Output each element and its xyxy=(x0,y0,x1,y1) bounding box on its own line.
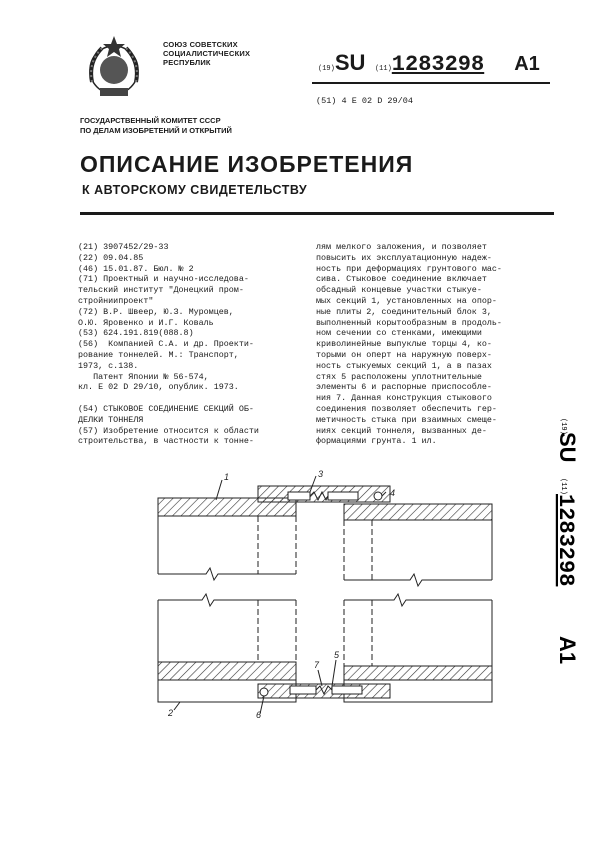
text-line: (21) 3907452/29-33 xyxy=(78,242,169,252)
text-line: (56) Компанией С.А. и др. Проекти- xyxy=(78,339,254,350)
text-line: выполненный корытообразным в продоль- xyxy=(316,317,502,328)
text-line: строительства, в частности к тонне- xyxy=(78,436,254,447)
text-line: ные плиты 2, соединительный блок 3, xyxy=(316,306,492,317)
text-line: мых секций 1, установленных на опор- xyxy=(316,295,497,306)
left-section-upper xyxy=(158,498,296,580)
document-subtitle: К АВТОРСКОМУ СВИДЕТЕЛЬСТВУ xyxy=(82,183,308,197)
ussr-emblem-icon xyxy=(78,32,150,104)
ipc-classification: (51) 4 E 02 D 29/04 xyxy=(316,96,413,106)
text-line: обсадный концевые участки стыкуе- xyxy=(316,285,482,296)
callout-4: 4 xyxy=(390,488,396,498)
text-line: 1973, с.138. xyxy=(78,360,139,371)
publication-number xyxy=(318,50,540,77)
callout-6: 6 xyxy=(256,710,262,720)
text-line: повысить их эксплуатационную надеж- xyxy=(316,252,492,263)
text-line: соединения позволяет обеспечить гер- xyxy=(316,403,497,414)
patent-number: 1283298 xyxy=(391,52,485,77)
kind-code: A1 xyxy=(514,53,540,75)
text-line: метичность стыка при взаимных смеще- xyxy=(316,414,497,425)
callout-2: 2 xyxy=(168,708,174,718)
right-section-upper xyxy=(344,504,492,586)
text-line: торыми он оперт на наружную поверх- xyxy=(316,349,492,360)
number-code: (11) xyxy=(374,65,392,73)
text-line: ДЕЛКИ ТОННЕЛЯ xyxy=(78,414,144,425)
text-line: (72) В.Р. Швеер, Ю.З. Муромцев, xyxy=(78,306,234,317)
side-stamp xyxy=(540,418,580,678)
text-line: Патент Японии № 56-574, xyxy=(78,371,209,382)
text-line: (46) 15.01.87. Бюл. № 2 xyxy=(78,263,194,274)
text-line: кл. E 02 D 29/10, опублик. 1973. xyxy=(78,382,239,393)
org-line: СОЮЗ СОВЕТСКИХ xyxy=(163,40,238,49)
technical-drawing xyxy=(150,470,510,720)
text-line: (71) Проектный и научно-исследова- xyxy=(78,274,249,285)
text-line: рование тоннелей. М.: Транспорт, xyxy=(78,349,239,360)
org-name xyxy=(163,40,250,67)
title-rule xyxy=(80,212,554,215)
callout-3: 3 xyxy=(318,469,324,479)
text-line: (54) СТЫКОВОЕ СОЕДИНЕНИЕ СЕКЦИЙ ОБ- xyxy=(78,403,254,414)
text-line: лям мелкого заложения, и позволяет xyxy=(316,242,487,252)
document-title: ОПИСАНИЕ ИЗОБРЕТЕНИЯ xyxy=(80,151,414,177)
text-line: ном сечении со стенками, имеющими xyxy=(316,328,482,339)
bibliographic-data xyxy=(78,242,259,447)
callout-5: 5 xyxy=(334,650,340,660)
text-line: формациями грунта. 1 ил. xyxy=(316,436,437,447)
side-country: SU xyxy=(555,432,580,463)
org-line: РЕСПУБЛИК xyxy=(163,58,211,67)
callout-1: 1 xyxy=(224,472,230,482)
committee-name xyxy=(80,116,232,136)
text-line: стях 5 расположены уплотнительные xyxy=(316,371,482,382)
text-line: ность стыкуемых секций 1, а в пазах xyxy=(316,360,492,371)
text-line: (53) 624.191.819(088.8) xyxy=(78,328,194,339)
text-line: (57) Изобретение относится к области xyxy=(78,425,259,436)
country-code: (19) xyxy=(318,65,335,73)
side-number-code: (11) xyxy=(559,478,567,495)
side-country-code: (19) xyxy=(559,418,567,435)
abstract-text xyxy=(316,242,502,447)
text-line: тельский институт "Донецкий пром- xyxy=(78,285,244,296)
side-kind: A1 xyxy=(555,636,580,665)
country: SU xyxy=(334,50,366,75)
committee-line: ПО ДЕЛАМ ИЗОБРЕТЕНИЙ И ОТКРЫТИЙ xyxy=(80,126,232,135)
text-line: ния 7. Данная конструкция стыкового xyxy=(316,393,492,404)
org-line: СОЦИАЛИСТИЧЕСКИХ xyxy=(163,49,251,58)
text-line: элементы 6 и распорные приспособле- xyxy=(316,382,492,393)
committee-line: ГОСУДАРСТВЕННЫЙ КОМИТЕТ СССР xyxy=(80,116,221,125)
text-line: криволинейные выпуклые торцы 4, ко- xyxy=(316,339,492,350)
text-line: ниях секций тоннеля, вызванных де- xyxy=(316,425,487,436)
upper-connecting-block xyxy=(258,486,390,502)
callout-7: 7 xyxy=(314,660,320,670)
text-line xyxy=(78,393,259,404)
text-line: О.Ю. Яровенко и И.Г. Коваль xyxy=(78,317,214,328)
text-line: сива. Стыковое соединение включает xyxy=(316,274,487,285)
text-line: стройниипроект" xyxy=(78,295,154,306)
lower-connecting-block xyxy=(258,684,390,698)
text-line: (22) 09.04.85 xyxy=(78,252,144,263)
side-number: 1283298 xyxy=(553,494,578,587)
text-line: ность при деформациях грунтового мас- xyxy=(316,263,502,274)
header-rule xyxy=(312,82,550,84)
